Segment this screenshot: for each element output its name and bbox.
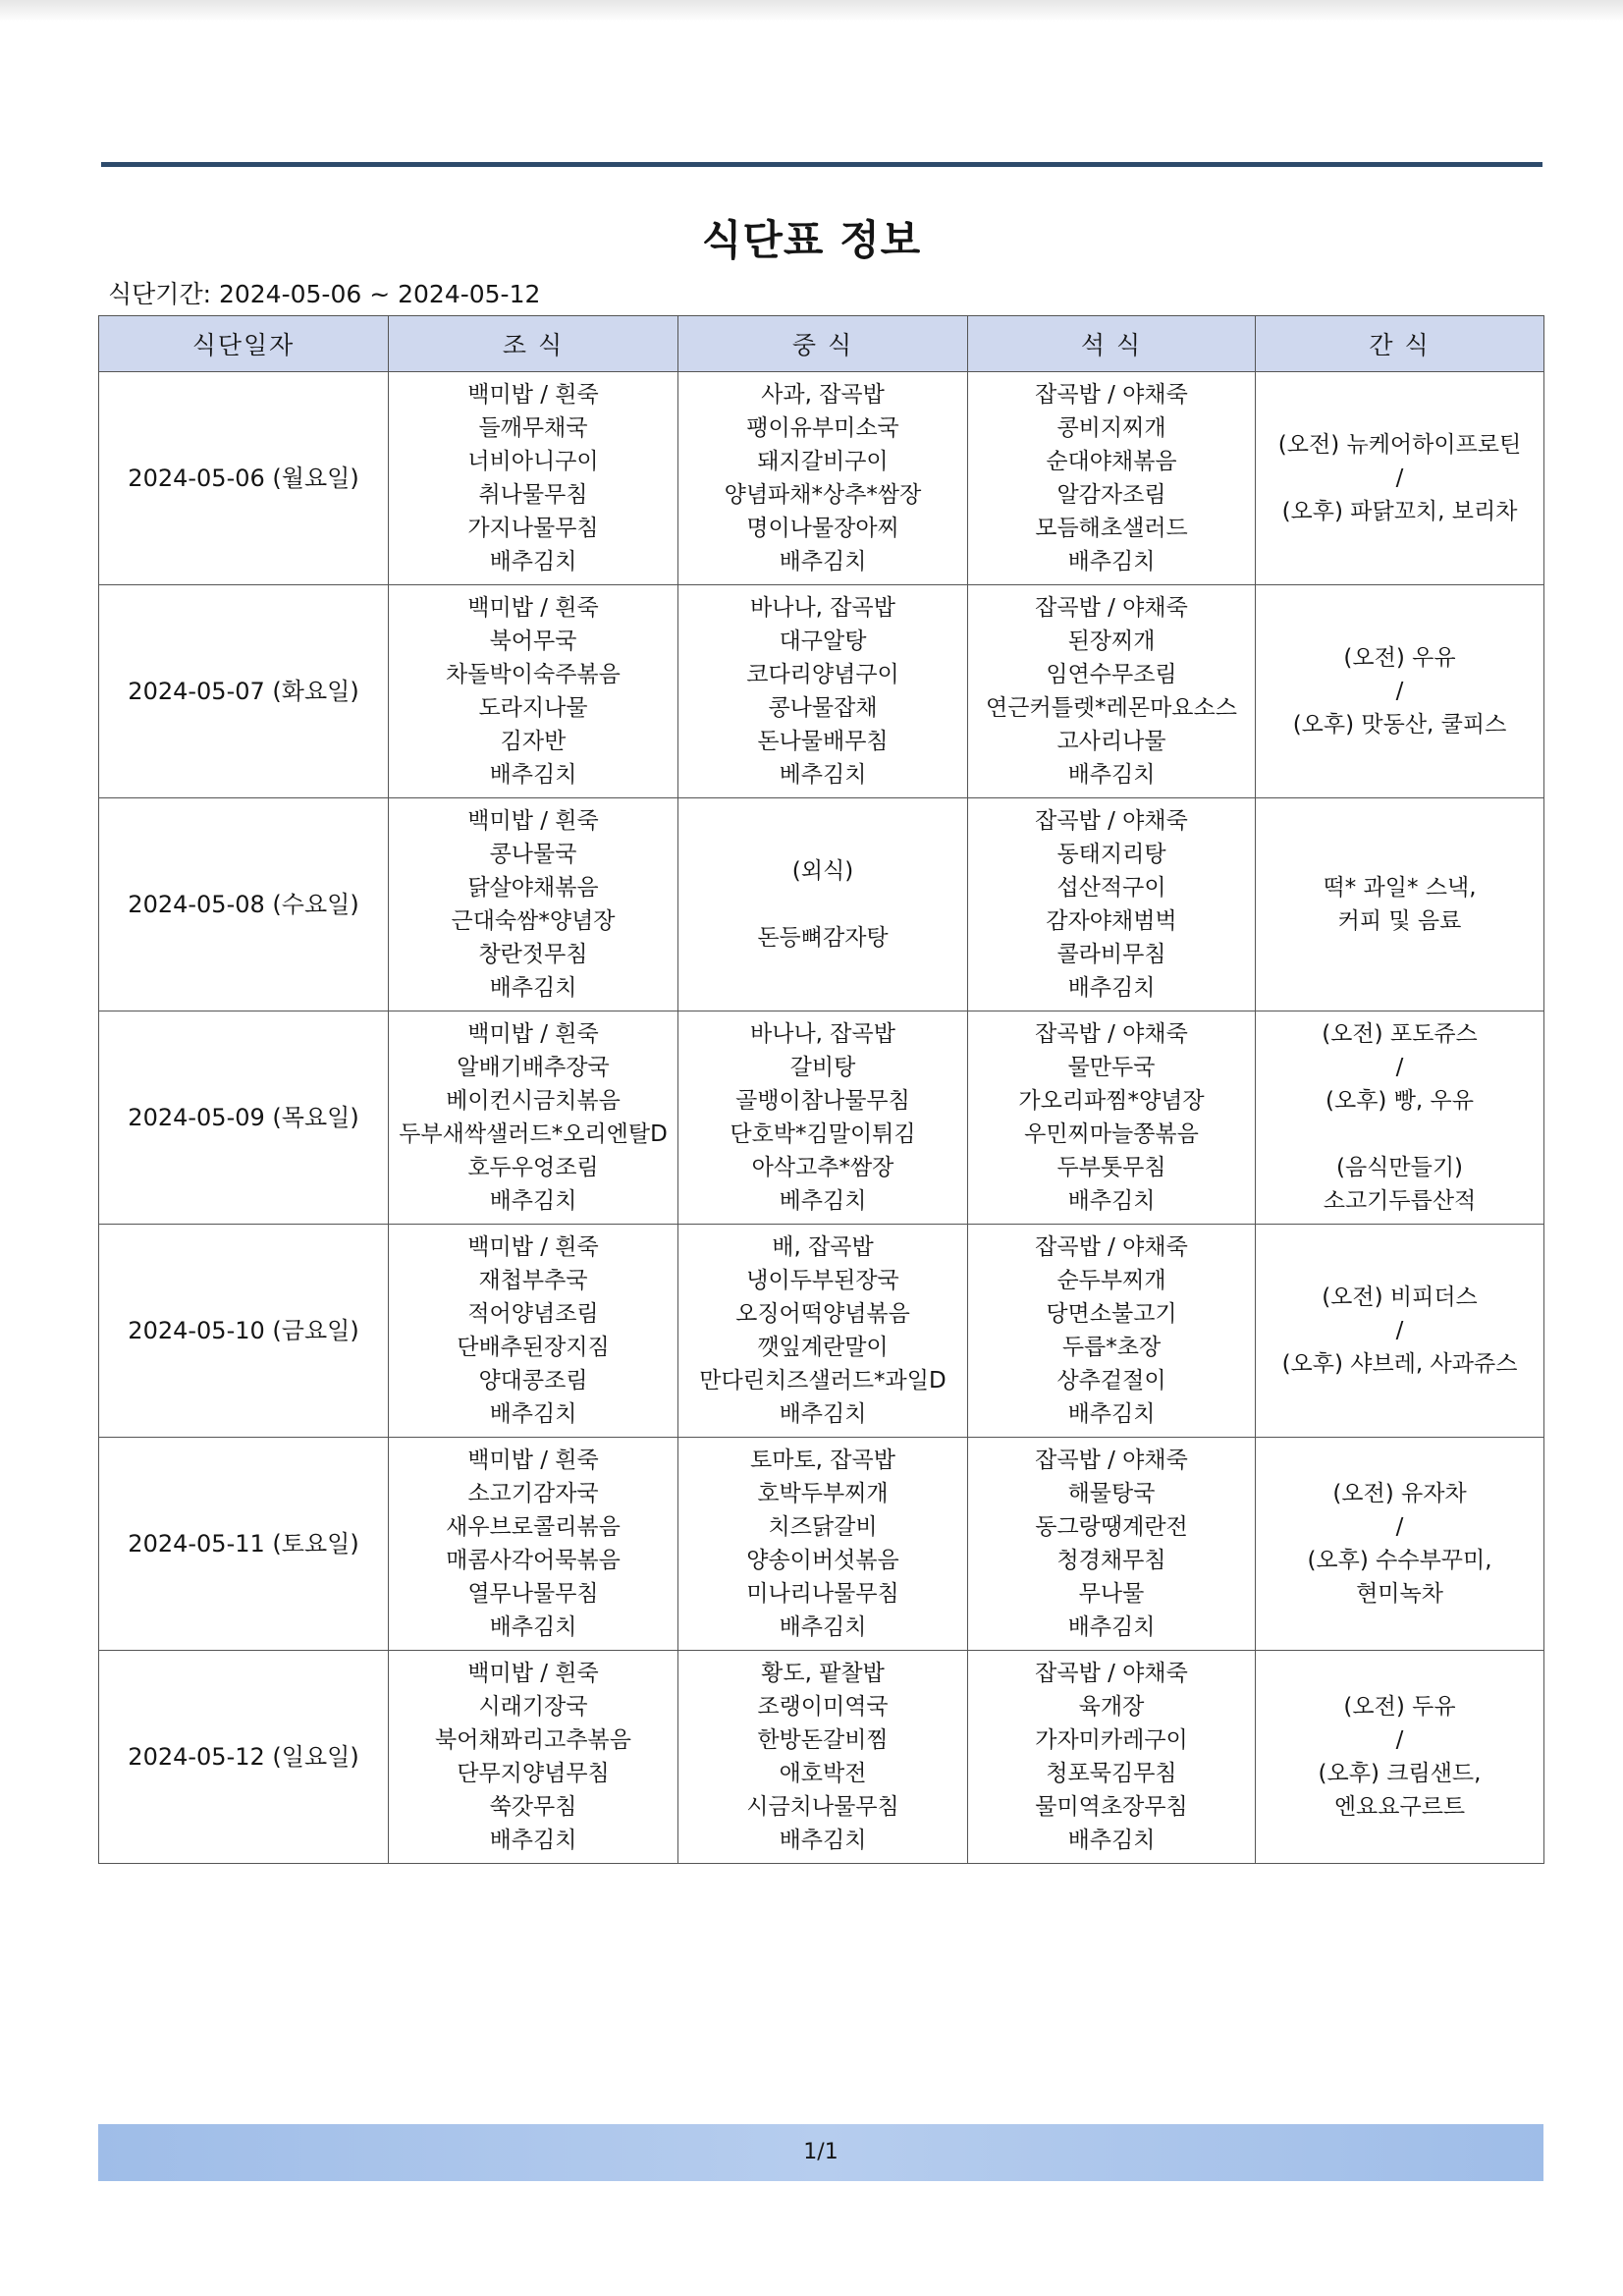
dinner-item: 당면소불고기 — [1046, 1301, 1177, 1327]
dinner-item: 콩비지찌개 — [1056, 415, 1166, 441]
lunch-cell — [678, 585, 968, 798]
lunch-item: 배추김치 — [779, 549, 867, 574]
snack-item: 소고기두릅산적 — [1323, 1188, 1477, 1214]
date-cell: 2024-05-11 (토요일) — [99, 1438, 389, 1651]
breakfast-cell — [389, 585, 678, 798]
breakfast-item: 배추김치 — [489, 549, 577, 574]
breakfast-item: 근대숙쌈*양념장 — [451, 908, 616, 934]
dinner-item: 잡곡밥 / 야채죽 — [1035, 808, 1188, 834]
snack-cell — [1256, 585, 1544, 798]
table-row — [99, 585, 1544, 798]
dinner-cell — [968, 585, 1256, 798]
dinner-item: 잡곡밥 / 야채죽 — [1035, 1234, 1188, 1260]
page-number: 1/1 — [803, 2140, 839, 2164]
breakfast-item: 백미밥 / 흰죽 — [467, 1661, 599, 1686]
breakfast-item: 배추김치 — [489, 1828, 577, 1853]
date-cell: 2024-05-12 (일요일) — [99, 1651, 389, 1864]
breakfast-item: 두부새싹샐러드*오리엔탈D — [399, 1121, 668, 1147]
lunch-cell — [678, 1651, 968, 1864]
snack-item: / — [1395, 679, 1404, 704]
breakfast-cell — [389, 372, 678, 585]
dinner-item: 잡곡밥 / 야채죽 — [1035, 1448, 1188, 1473]
dinner-item: 임연수무조림 — [1046, 662, 1177, 687]
dinner-item: 배추김치 — [1067, 549, 1156, 574]
dinner-item: 배추김치 — [1067, 762, 1156, 788]
snack-item: / — [1395, 1055, 1404, 1080]
dinner-cell — [968, 1651, 1256, 1864]
breakfast-item: 콩나물국 — [489, 842, 577, 867]
lunch-item: 깻잎계란말이 — [757, 1335, 889, 1360]
snack-item: (오전) 우유 — [1343, 645, 1456, 671]
dinner-item: 콜라비무침 — [1056, 942, 1166, 967]
breakfast-item: 백미밥 / 흰죽 — [467, 1234, 599, 1260]
snack-item: (오후) 파닭꼬치, 보리차 — [1281, 499, 1518, 524]
dinner-item: 배추김치 — [1067, 1828, 1156, 1853]
lunch-cell — [678, 798, 968, 1011]
breakfast-item: 적어양념조림 — [467, 1301, 599, 1327]
lunch-item: 베추김치 — [779, 762, 867, 788]
snack-item: (오후) 샤브레, 사과쥬스 — [1281, 1351, 1518, 1377]
snack-item: / — [1395, 1727, 1404, 1753]
lunch-item: 애호박전 — [779, 1761, 867, 1786]
lunch-item: 코다리양념구이 — [746, 662, 899, 687]
lunch-item: 양송이버섯볶음 — [746, 1548, 899, 1573]
breakfast-item: 호두우엉조림 — [467, 1155, 599, 1180]
lunch-item: 냉이두부된장국 — [746, 1268, 899, 1293]
dinner-item: 모듬해초샐러드 — [1035, 516, 1188, 541]
dinner-item: 감자야채범벅 — [1046, 908, 1177, 934]
breakfast-item: 배추김치 — [489, 1401, 577, 1427]
breakfast-cell — [389, 1438, 678, 1651]
lunch-item: 베추김치 — [779, 1188, 867, 1214]
dinner-cell — [968, 1438, 1256, 1651]
dinner-item: 가자미카레구이 — [1035, 1727, 1188, 1753]
lunch-item: 호박두부찌개 — [757, 1481, 889, 1506]
header-snack: 간 식 — [1256, 316, 1544, 372]
breakfast-cell — [389, 1011, 678, 1225]
breakfast-item: 김자반 — [500, 729, 567, 754]
lunch-item: 만다린치즈샐러드*과일D — [699, 1368, 947, 1394]
lunch-cell — [678, 1011, 968, 1225]
breakfast-item: 백미밥 / 흰죽 — [467, 1448, 599, 1473]
snack-item: 커피 및 음료 — [1337, 908, 1462, 934]
lunch-item: 오징어떡양념볶음 — [735, 1301, 910, 1327]
lunch-item: 배추김치 — [779, 1614, 867, 1640]
dinner-item: 무나물 — [1078, 1581, 1145, 1607]
breakfast-item: 양대콩조림 — [478, 1368, 588, 1394]
header-dinner: 석 식 — [968, 316, 1256, 372]
lunch-item: 사과, 잡곡밥 — [761, 382, 885, 408]
date-cell: 2024-05-07 (화요일) — [99, 585, 389, 798]
lunch-item — [678, 888, 967, 921]
breakfast-item: 가지나물무침 — [467, 516, 599, 541]
breakfast-item: 도라지나물 — [478, 695, 588, 721]
snack-cell — [1256, 1438, 1544, 1651]
lunch-item: 배추김치 — [779, 1828, 867, 1853]
breakfast-item: 새우브로콜리볶음 — [446, 1514, 621, 1540]
snack-item: / — [1395, 1514, 1404, 1540]
lunch-item: 명이나물장아찌 — [746, 516, 899, 541]
breakfast-cell — [389, 798, 678, 1011]
lunch-item: 토마토, 잡곡밥 — [750, 1448, 895, 1473]
snack-item — [1256, 1118, 1543, 1151]
breakfast-item: 단무지양념무침 — [457, 1761, 610, 1786]
breakfast-item: 배추김치 — [489, 975, 577, 1001]
lunch-cell — [678, 1225, 968, 1438]
date-cell: 2024-05-06 (월요일) — [99, 372, 389, 585]
breakfast-item: 소고기감자국 — [467, 1481, 599, 1506]
table-row — [99, 798, 1544, 1011]
lunch-item: 시금치나물무침 — [746, 1794, 899, 1820]
dinner-cell — [968, 372, 1256, 585]
snack-item: (오후) 수수부꾸미, — [1307, 1548, 1492, 1573]
dinner-cell — [968, 1011, 1256, 1225]
breakfast-item: 쑥갓무침 — [489, 1794, 577, 1820]
table-row — [99, 1011, 1544, 1225]
snack-cell — [1256, 1225, 1544, 1438]
dinner-item: 배추김치 — [1067, 1614, 1156, 1640]
lunch-item: 돈나물배무침 — [757, 729, 889, 754]
dinner-item: 두부톳무침 — [1056, 1155, 1166, 1180]
lunch-item: 한방돈갈비찜 — [757, 1727, 889, 1753]
lunch-item: 미나리나물무침 — [746, 1581, 899, 1607]
snack-item: (오후) 크림샌드, — [1318, 1761, 1482, 1786]
breakfast-item: 재첩부추국 — [478, 1268, 588, 1293]
lunch-cell — [678, 372, 968, 585]
lunch-item: 돈등뼈감자탕 — [757, 925, 889, 951]
table-row — [99, 372, 1544, 585]
breakfast-item: 매콤사각어묵볶음 — [446, 1548, 621, 1573]
breakfast-item: 창란젓무침 — [478, 942, 588, 967]
breakfast-cell — [389, 1225, 678, 1438]
dinner-item: 배추김치 — [1067, 1401, 1156, 1427]
breakfast-item: 배추김치 — [489, 1614, 577, 1640]
dinner-item: 동그랑땡계란전 — [1035, 1514, 1188, 1540]
dinner-item: 물미역초장무침 — [1035, 1794, 1188, 1820]
snack-cell — [1256, 372, 1544, 585]
snack-item: / — [1395, 1318, 1404, 1343]
table-header-row — [99, 316, 1544, 372]
breakfast-item: 시래기장국 — [478, 1694, 588, 1720]
snack-item: (오전) 비피더스 — [1322, 1285, 1478, 1310]
dinner-item: 가오리파찜*양념장 — [1018, 1088, 1205, 1114]
header-breakfast: 조 식 — [389, 316, 678, 372]
dinner-item: 된장찌개 — [1067, 629, 1156, 654]
breakfast-item: 배추김치 — [489, 762, 577, 788]
page-title: 식단표 정보 — [701, 216, 922, 264]
breakfast-item: 취나물무침 — [478, 482, 588, 508]
header-date: 식단일자 — [99, 316, 389, 372]
snack-item: 현미녹차 — [1356, 1581, 1443, 1607]
dinner-item: 알감자조림 — [1056, 482, 1166, 508]
lunch-item: 팽이유부미소국 — [746, 415, 899, 441]
dinner-item: 잡곡밥 / 야채죽 — [1035, 382, 1188, 408]
breakfast-item: 베이컨시금치볶음 — [446, 1088, 621, 1114]
lunch-item: 단호박*김말이튀김 — [730, 1121, 916, 1147]
breakfast-item: 백미밥 / 흰죽 — [467, 382, 599, 408]
lunch-item: 골뱅이참나물무침 — [735, 1088, 910, 1114]
lunch-item: 치즈닭갈비 — [768, 1514, 878, 1540]
lunch-item: 조랭이미역국 — [757, 1694, 889, 1720]
dinner-item: 고사리나물 — [1056, 729, 1166, 754]
breakfast-item: 북어채꽈리고추볶음 — [435, 1727, 631, 1753]
dinner-item: 연근커틀렛*레몬마요소스 — [986, 695, 1237, 721]
breakfast-item: 백미밥 / 흰죽 — [467, 808, 599, 834]
breakfast-item: 알배기배추장국 — [457, 1055, 610, 1080]
breakfast-item: 단배추된장지짐 — [457, 1335, 610, 1360]
dinner-item: 두릅*초장 — [1061, 1335, 1162, 1360]
table-row — [99, 1438, 1544, 1651]
dinner-item: 배추김치 — [1067, 1188, 1156, 1214]
lunch-item: 콩나물잡채 — [768, 695, 878, 721]
snack-item: (오후) 빵, 우유 — [1325, 1088, 1474, 1114]
scan-edge — [0, 0, 1623, 22]
snack-cell — [1256, 1651, 1544, 1864]
breakfast-item: 너비아니구이 — [467, 449, 599, 474]
breakfast-item: 백미밥 / 흰죽 — [467, 595, 599, 621]
dinner-item: 동태지리탕 — [1056, 842, 1166, 867]
lunch-cell — [678, 1438, 968, 1651]
dinner-item: 잡곡밥 / 야채죽 — [1035, 1021, 1188, 1047]
dinner-cell — [968, 798, 1256, 1011]
dinner-cell — [968, 1225, 1256, 1438]
breakfast-item: 백미밥 / 흰죽 — [467, 1021, 599, 1047]
snack-item: (오전) 두유 — [1343, 1694, 1456, 1720]
lunch-item: 대구알탕 — [779, 629, 867, 654]
breakfast-item: 차돌박이숙주볶음 — [446, 662, 621, 687]
snack-cell — [1256, 1011, 1544, 1225]
lunch-item: 바나나, 잡곡밥 — [750, 595, 895, 621]
dinner-item: 우민찌마늘쫑볶음 — [1024, 1121, 1199, 1147]
snack-cell — [1256, 798, 1544, 1011]
lunch-item: 양념파채*상추*쌈장 — [724, 482, 922, 508]
breakfast-item: 북어무국 — [489, 629, 577, 654]
lunch-item: 바나나, 잡곡밥 — [750, 1021, 895, 1047]
dinner-item: 해물탕국 — [1067, 1481, 1156, 1506]
breakfast-item: 닭살야채볶음 — [467, 875, 599, 901]
snack-item: 엔요요구르트 — [1333, 1794, 1466, 1820]
breakfast-item: 배추김치 — [489, 1188, 577, 1214]
header-lunch: 중 식 — [678, 316, 968, 372]
lunch-item: (외식) — [791, 858, 854, 884]
lunch-item: 갈비탕 — [789, 1055, 856, 1080]
lunch-item: 황도, 팥찰밥 — [761, 1661, 885, 1686]
dinner-item: 잡곡밥 / 야채죽 — [1035, 595, 1188, 621]
snack-item: (오전) 포도쥬스 — [1322, 1021, 1478, 1047]
date-cell: 2024-05-10 (금요일) — [99, 1225, 389, 1438]
snack-item: (오후) 맛동산, 쿨피스 — [1292, 712, 1507, 738]
dinner-item: 육개장 — [1078, 1694, 1145, 1720]
dinner-item: 섭산적구이 — [1056, 875, 1166, 901]
snack-item: 떡* 과일* 스낵, — [1323, 875, 1477, 901]
breakfast-item: 열무나물무침 — [467, 1581, 599, 1607]
meal-period: 식단기간: 2024-05-06 ~ 2024-05-12 — [108, 280, 541, 308]
dinner-item: 배추김치 — [1067, 975, 1156, 1001]
dinner-item: 잡곡밥 / 야채죽 — [1035, 1661, 1188, 1686]
page-footer — [98, 2124, 1543, 2181]
date-cell: 2024-05-09 (목요일) — [99, 1011, 389, 1225]
breakfast-cell — [389, 1651, 678, 1864]
dinner-item: 물만두국 — [1067, 1055, 1156, 1080]
table-row — [99, 1225, 1544, 1438]
table-row — [99, 1651, 1544, 1864]
snack-item: (음식만들기) — [1335, 1155, 1464, 1180]
header-rule — [101, 162, 1542, 167]
dinner-item: 순두부찌개 — [1056, 1268, 1166, 1293]
dinner-item: 순대야채볶음 — [1046, 449, 1177, 474]
lunch-item: 배추김치 — [779, 1401, 867, 1427]
dinner-item: 청경채무침 — [1056, 1548, 1166, 1573]
lunch-item: 돼지갈비구이 — [757, 449, 889, 474]
date-cell: 2024-05-08 (수요일) — [99, 798, 389, 1011]
snack-item: / — [1395, 465, 1404, 491]
breakfast-item: 들깨무채국 — [478, 415, 588, 441]
dinner-item: 청포묵김무침 — [1046, 1761, 1177, 1786]
snack-item: (오전) 뉴케어하이프로틴 — [1277, 432, 1522, 458]
meal-table — [98, 315, 1544, 1864]
lunch-item: 배, 잡곡밥 — [772, 1234, 874, 1260]
lunch-item: 아삭고추*쌈장 — [751, 1155, 894, 1180]
dinner-item: 상추겉절이 — [1056, 1368, 1166, 1394]
snack-item: (오전) 유자차 — [1332, 1481, 1467, 1506]
